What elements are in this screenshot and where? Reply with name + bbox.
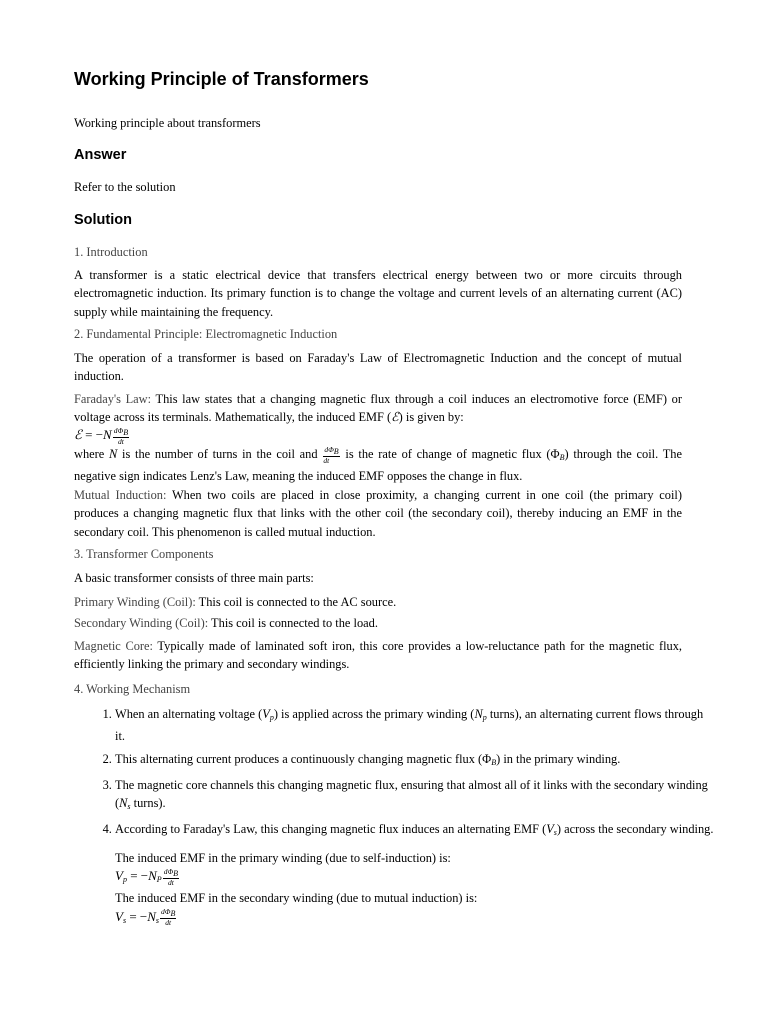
- secondary-fraction-numerator: dΦ: [161, 907, 171, 917]
- eq-n: N: [103, 427, 112, 442]
- emf-symbol: ℰ: [391, 410, 399, 425]
- secondary-emf-equation: [115, 908, 715, 930]
- var-ns-subscript: s: [127, 802, 131, 812]
- var-phi-b: Φ: [482, 751, 492, 766]
- mutual-induction-text: When two coils are placed in close proximity, a changing current in one coil (the primary coil) produces a changing magnetic flux that links with the other coil (the secondary coil), thereby inducing an EMF in the secondary coil. This phenomenon is called mutual induction.: [74, 488, 683, 539]
- where-text-4: ) through the coil. The negative sign indicates Lenz's Law, meaning the induced EMF opposes the change in flux.: [74, 447, 682, 484]
- var-vp: V: [262, 707, 270, 721]
- secondary-flux-fraction: [160, 908, 176, 927]
- step-4-text-b: ) across the secondary winding.: [556, 822, 714, 837]
- inline-flux-fraction: [323, 446, 339, 465]
- var-vp-subscript: p: [269, 713, 274, 722]
- faraday-law-paragraph: [74, 390, 682, 427]
- where-text-1: where: [74, 447, 110, 461]
- mutual-induction-label: Mutual Induction:: [74, 488, 167, 502]
- primary-fraction-numerator-subscript: B: [173, 868, 179, 878]
- page-title: Working Principle of Transformers: [74, 69, 369, 89]
- section-heading-principle: 2. Fundamental Principle: Electromagnetic Induction: [74, 327, 338, 341]
- list-item: [115, 776, 715, 817]
- secondary-winding-text: This coil is connected to the load.: [208, 616, 378, 630]
- eq-operator-secondary: = −: [126, 908, 148, 924]
- eq-emf-symbol: ℰ: [74, 427, 82, 442]
- eq-vp-subscript: p: [122, 875, 127, 885]
- solution-heading: Solution: [74, 212, 132, 228]
- primary-winding-label: Primary Winding (Coil):: [74, 595, 196, 609]
- step-3-text-a: The magnetic core channels this changing magnetic flux, ensuring that almost all of it links with the secondary winding (: [115, 777, 708, 811]
- step-2-text-b: ) in the primary winding.: [496, 751, 621, 766]
- inline-fraction-numerator-subscript: B: [333, 446, 339, 456]
- fraction-numerator-subscript: B: [123, 427, 129, 437]
- faraday-law-text: This law states that a changing magnetic flux through a coil induces an electromotive force (EMF) or voltage across its terminals. Mathematically, the induced EMF (: [74, 392, 682, 425]
- var-phi: Φ: [550, 447, 560, 461]
- primary-fraction-denominator: dt: [167, 877, 174, 887]
- var-vs: V: [546, 822, 554, 837]
- eq-operator: = −: [81, 427, 104, 442]
- faraday-equation: [74, 426, 130, 446]
- where-text-2: is the number of turns in the coil and: [117, 447, 323, 461]
- magnetic-core-item: [74, 637, 682, 674]
- secondary-winding-label: Secondary Winding (Coil):: [74, 616, 209, 630]
- secondary-winding-item: [74, 614, 682, 632]
- mutual-induction-paragraph: [74, 486, 682, 541]
- components-intro: A basic transformer consists of three main parts:: [74, 571, 314, 585]
- primary-emf-equation: [115, 867, 715, 889]
- var-n: N: [109, 447, 118, 461]
- eq-operator-primary: = −: [126, 868, 149, 884]
- primary-fraction-numerator: dΦ: [163, 866, 174, 876]
- eq-vs: V: [115, 908, 123, 924]
- step-2-text-a: This alternating current produces a continuously changing magnetic flux (: [115, 751, 483, 766]
- where-paragraph: [74, 445, 682, 486]
- primary-emf-text: The induced EMF in the primary winding (due to self-induction) is:: [115, 850, 451, 865]
- step-4-text-a: According to Faraday's Law, this changing magnetic flux induces an alternating EMF (: [115, 822, 547, 837]
- faraday-law-text-end: ) is given by:: [398, 410, 464, 425]
- step-1-text-a: When an alternating voltage (: [115, 707, 263, 721]
- answer-text: Refer to the solution: [74, 180, 176, 194]
- eq-vp: V: [115, 868, 123, 884]
- eq-vs-subscript: s: [122, 915, 127, 925]
- fraction-denominator: dt: [117, 436, 124, 446]
- list-item: [115, 750, 715, 772]
- inline-fraction-denominator: dt: [323, 455, 330, 465]
- answer-heading: Answer: [74, 147, 127, 163]
- primary-winding-text: This coil is connected to the AC source.: [195, 595, 397, 609]
- secondary-emf-text: The induced EMF in the secondary winding (due to mutual induction) is:: [115, 891, 478, 906]
- list-item: [115, 820, 715, 929]
- eq-np: N: [148, 868, 157, 884]
- inline-fraction-numerator: dΦ: [324, 444, 334, 454]
- question-text: Working principle about transformers: [74, 116, 261, 130]
- magnetic-core-label: Magnetic Core:: [74, 639, 153, 653]
- secondary-fraction-numerator-subscript: B: [170, 909, 176, 919]
- step-1-text-b: ) is applied across the primary winding (: [273, 707, 475, 721]
- var-phi-subscript: B: [559, 453, 565, 462]
- eq-np-subscript: P: [156, 875, 162, 885]
- step-1-text-c: turns), an alternating current flows through it.: [115, 707, 704, 744]
- primary-flux-fraction: [163, 868, 179, 887]
- principle-paragraph: The operation of a transformer is based on Faraday's Law of Electromagnetic Induction and the concept of mutual induction.: [74, 351, 682, 384]
- section-heading-mechanism: 4. Working Mechanism: [74, 682, 191, 696]
- magnetic-core-text: Typically made of laminated soft iron, this core provides a low-reluctance path for the magnetic flux, efficiently linking the primary and secondary windings.: [74, 639, 682, 672]
- secondary-fraction-denominator: dt: [165, 918, 172, 928]
- flux-derivative-fraction: [113, 427, 129, 446]
- faraday-law-label: Faraday's Law:: [74, 392, 152, 406]
- var-phi-b-subscript: B: [491, 757, 497, 767]
- list-item: [115, 705, 715, 746]
- section-heading-components: 3. Transformer Components: [74, 547, 214, 561]
- introduction-paragraph: A transformer is a static electrical device that transfers electrical energy between two or more circuits through electromagnetic induction. Its primary function is to change the voltage and current levels of an alternating current (AC) supply while maintaining the frequency.: [74, 268, 682, 319]
- eq-ns-subscript: s: [155, 915, 160, 925]
- eq-ns: N: [147, 908, 156, 924]
- primary-winding-item: [74, 593, 682, 611]
- working-mechanism-list: [74, 705, 715, 934]
- step-3-text-b: turns).: [130, 796, 166, 811]
- fraction-numerator: dΦ: [113, 425, 124, 435]
- where-text-3: is the rate of change of magnetic flux (: [340, 447, 551, 461]
- var-np-subscript: p: [482, 713, 487, 722]
- var-np: N: [474, 707, 483, 721]
- var-vs-subscript: s: [553, 828, 557, 838]
- section-heading-introduction: 1. Introduction: [74, 245, 148, 259]
- var-ns: N: [119, 796, 128, 811]
